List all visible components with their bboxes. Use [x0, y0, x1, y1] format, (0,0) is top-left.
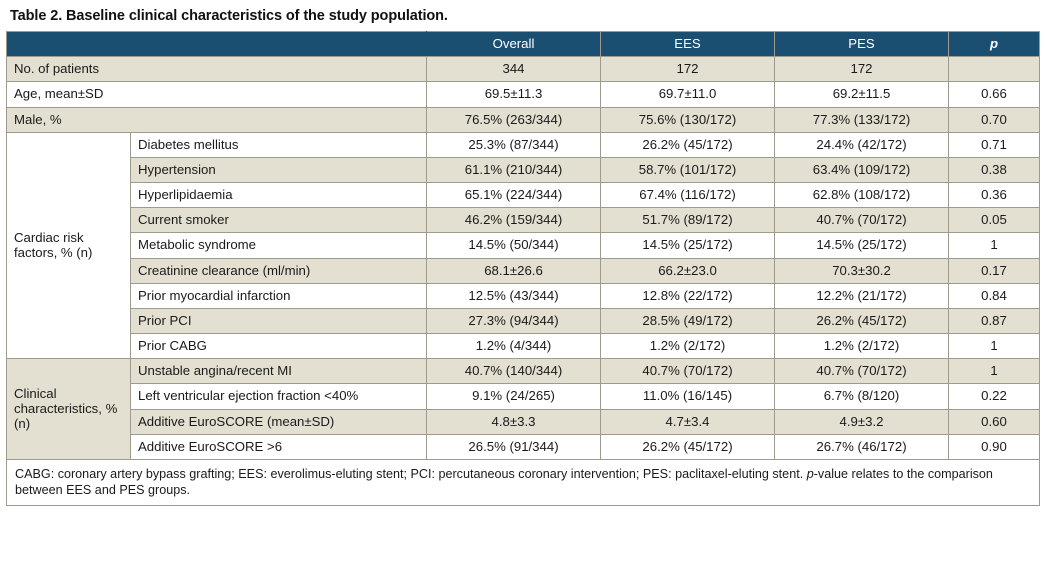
cell-pes: 26.7% (46/172) — [775, 434, 949, 459]
cell-overall: 4.8±3.3 — [427, 409, 601, 434]
row-label: Metabolic syndrome — [131, 233, 427, 258]
table-row — [7, 384, 1040, 409]
cell-pvalue: 0.66 — [949, 82, 1040, 107]
cell-pes: 1.2% (2/172) — [775, 334, 949, 359]
table-row — [7, 57, 1040, 82]
table-row — [7, 308, 1040, 333]
cell-ees: 11.0% (16/145) — [601, 384, 775, 409]
table-body — [7, 57, 1040, 460]
row-label: Additive EuroSCORE >6 — [131, 434, 427, 459]
cell-pes: 4.9±3.2 — [775, 409, 949, 434]
column-header-pvalue: p — [949, 32, 1040, 57]
cell-ees: 172 — [601, 57, 775, 82]
cell-pvalue: 0.84 — [949, 283, 1040, 308]
table-row — [7, 409, 1040, 434]
cell-overall: 65.1% (224/344) — [427, 183, 601, 208]
cell-overall: 40.7% (140/344) — [427, 359, 601, 384]
column-header-ees: EES — [601, 32, 775, 57]
table-header — [7, 32, 1040, 57]
table-row — [7, 283, 1040, 308]
cell-pvalue: 0.36 — [949, 183, 1040, 208]
cell-ees: 67.4% (116/172) — [601, 183, 775, 208]
table-footnote — [7, 459, 1040, 505]
cell-ees: 28.5% (49/172) — [601, 308, 775, 333]
table-footer — [7, 459, 1040, 505]
row-label: Age, mean±SD — [7, 82, 427, 107]
row-label: Left ventricular ejection fraction <40% — [131, 384, 427, 409]
cell-pes: 40.7% (70/172) — [775, 208, 949, 233]
cell-pvalue: 0.87 — [949, 308, 1040, 333]
cell-pes: 70.3±30.2 — [775, 258, 949, 283]
cell-pvalue: 1 — [949, 359, 1040, 384]
cell-ees: 51.7% (89/172) — [601, 208, 775, 233]
cell-overall: 9.1% (24/265) — [427, 384, 601, 409]
row-group-clinical-characteristics — [7, 359, 131, 460]
cell-overall: 76.5% (263/344) — [427, 107, 601, 132]
row-label: Additive EuroSCORE (mean±SD) — [131, 409, 427, 434]
cell-pvalue: 0.38 — [949, 157, 1040, 182]
cell-pvalue: 1 — [949, 233, 1040, 258]
row-label: Hypertension — [131, 157, 427, 182]
column-header-blank — [7, 32, 427, 57]
row-label: Prior myocardial infarction — [131, 283, 427, 308]
cell-ees: 26.2% (45/172) — [601, 434, 775, 459]
cell-pes: 63.4% (109/172) — [775, 157, 949, 182]
footnote-row — [7, 459, 1040, 505]
cell-pes: 77.3% (133/172) — [775, 107, 949, 132]
footnote-part1: CABG: coronary artery bypass grafting; EES: everolimus-eluting stent; PCI: percutaneous coronary intervention; PES: paclitaxel-eluting stent. — [15, 466, 807, 481]
table-row — [7, 157, 1040, 182]
cell-overall: 68.1±26.6 — [427, 258, 601, 283]
cell-pes: 172 — [775, 57, 949, 82]
row-label: Prior PCI — [131, 308, 427, 333]
table-row — [7, 334, 1040, 359]
cell-ees: 75.6% (130/172) — [601, 107, 775, 132]
cell-ees: 58.7% (101/172) — [601, 157, 775, 182]
cell-ees: 4.7±3.4 — [601, 409, 775, 434]
cell-ees: 14.5% (25/172) — [601, 233, 775, 258]
page-title: Table 2. Baseline clinical characteristics of the study population. — [10, 8, 448, 24]
row-group-label: Clinical characteristics, % (n) — [14, 385, 118, 432]
cell-pvalue: 0.60 — [949, 409, 1040, 434]
cell-ees: 69.7±11.0 — [601, 82, 775, 107]
cell-overall: 61.1% (210/344) — [427, 157, 601, 182]
cell-pvalue: 0.90 — [949, 434, 1040, 459]
row-label: Diabetes mellitus — [131, 132, 427, 157]
cell-overall: 25.3% (87/344) — [427, 132, 601, 157]
baseline-characteristics-table — [6, 31, 1040, 506]
cell-overall: 1.2% (4/344) — [427, 334, 601, 359]
table-row — [7, 183, 1040, 208]
row-label: Current smoker — [131, 208, 427, 233]
row-label: Unstable angina/recent MI — [131, 359, 427, 384]
row-label: No. of patients — [7, 57, 427, 82]
cell-ees: 12.8% (22/172) — [601, 283, 775, 308]
row-label: Male, % — [7, 107, 427, 132]
row-label: Prior CABG — [131, 334, 427, 359]
table-row — [7, 132, 1040, 157]
cell-overall: 344 — [427, 57, 601, 82]
cell-pvalue: 0.70 — [949, 107, 1040, 132]
cell-ees: 40.7% (70/172) — [601, 359, 775, 384]
cell-pes: 14.5% (25/172) — [775, 233, 949, 258]
cell-overall: 69.5±11.3 — [427, 82, 601, 107]
cell-pvalue: 0.22 — [949, 384, 1040, 409]
header-row — [7, 32, 1040, 57]
cell-overall: 14.5% (50/344) — [427, 233, 601, 258]
row-label: Hyperlipidaemia — [131, 183, 427, 208]
table-row — [7, 107, 1040, 132]
cell-pes: 24.4% (42/172) — [775, 132, 949, 157]
cell-pvalue: 0.05 — [949, 208, 1040, 233]
cell-pes: 26.2% (45/172) — [775, 308, 949, 333]
row-group-cardiac-risk-factors — [7, 132, 131, 359]
cell-ees: 26.2% (45/172) — [601, 132, 775, 157]
cell-overall: 26.5% (91/344) — [427, 434, 601, 459]
footnote-part2: -value relates to the comparison between EES and PES groups. — [15, 466, 993, 498]
table-row — [7, 233, 1040, 258]
cell-pes: 62.8% (108/172) — [775, 183, 949, 208]
cell-pvalue — [949, 57, 1040, 82]
row-group-label: Cardiac risk factors, % (n) — [14, 229, 93, 260]
cell-ees: 66.2±23.0 — [601, 258, 775, 283]
cell-pes: 40.7% (70/172) — [775, 359, 949, 384]
cell-overall: 12.5% (43/344) — [427, 283, 601, 308]
table-row — [7, 208, 1040, 233]
cell-pvalue: 0.71 — [949, 132, 1040, 157]
cell-pvalue: 0.17 — [949, 258, 1040, 283]
cell-overall: 27.3% (94/344) — [427, 308, 601, 333]
table-row — [7, 258, 1040, 283]
cell-pvalue: 1 — [949, 334, 1040, 359]
cell-ees: 1.2% (2/172) — [601, 334, 775, 359]
column-header-overall: Overall — [427, 32, 601, 57]
row-label: Creatinine clearance (ml/min) — [131, 258, 427, 283]
table-row — [7, 359, 1040, 384]
footnote-p-italic: p — [806, 466, 814, 481]
cell-overall: 46.2% (159/344) — [427, 208, 601, 233]
table-row — [7, 82, 1040, 107]
table-row — [7, 434, 1040, 459]
cell-pes: 6.7% (8/120) — [775, 384, 949, 409]
cell-pes: 12.2% (21/172) — [775, 283, 949, 308]
column-header-pes: PES — [775, 32, 949, 57]
cell-pes: 69.2±11.5 — [775, 82, 949, 107]
